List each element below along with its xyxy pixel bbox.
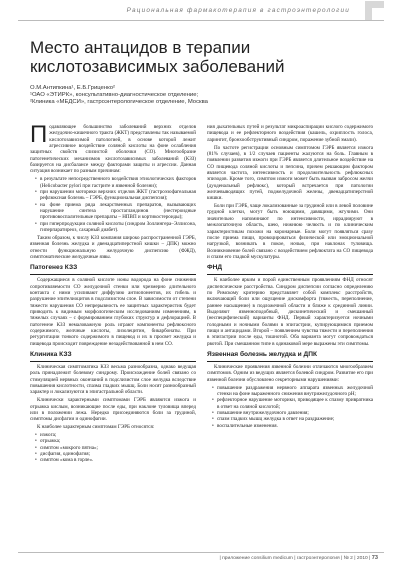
paragraph: Боли при ГЭРБ, чаще локализованные за грудиной или в левой половине грудной клетки, могут быть ноющими, давящими, жгучими. Они значительно напоминают по интенсивности, иррадиируют в межлопаточную область, шею, нижнюю челюсть и по клиническим характеристикам похожи на коронарные. Боли могут появляться сразу после приема пищи, провоцироваться физической или эмоциональной нагрузкой, возникать в покое, ночью, при наклонах туловища. Возникновение болей связано с воздействием рефлюктата на СО пищевода и спазм его гладкой мускулатуры. [207, 203, 373, 260]
footer-publication: | приложение consilium medicum | гастроэнтерология | № 2 | 2010 | [219, 556, 371, 561]
paragraph: Клиническая симптоматика КЗЗ весьма разнообразна, однако ведущая роль принадлежит болевому синдрому. Происхождение болей связано со стимуляцией нервных окончаний в подслизистом слое желудка вследствие повышения кислотности, спазма гладких мышц. Боли носят разнообразный характер и локализуются в эпигастральной области. [30, 364, 196, 396]
causes-list [30, 176, 196, 233]
list-item: • симптом «кома в горле». [35, 457, 196, 463]
list-item: • при нарушении моторики верхних отделов ЖКТ (гастроэзофагеальная рефлюксная болезнь – ГЭРБ, функциональная диспепсия); [35, 189, 196, 202]
list-item: • на фоне приема ряда лекарственных препаратов, вызывающих нарушение синтеза простагландинов (нестероидные противовоспалительные препараты – НПВП и кортикостероиды); [35, 202, 196, 221]
corner-decoration [365, 1, 384, 20]
journal-section-title: Рациональная фармакотерапия в гастроэнтерологии [126, 7, 350, 14]
article-title: Место антацидов в терапии кислотозависимых заболеваний [30, 38, 285, 76]
list-item: • отрыжка; [35, 438, 196, 444]
list-item: • воспалительные изменения. [212, 423, 373, 429]
section-divider [30, 274, 196, 275]
running-footer [18, 552, 384, 563]
paragraph: Клинические проявления язвенной болезни отличаются многообразием симптомов. Одним из ведущих является болевой синдром. Развитие его при язвенной болезни обусловлено секреторными нарушениями: [207, 364, 373, 383]
list-item: • дисфагия, одинофагия; [35, 451, 196, 457]
section-heading: Клиника КЗЗ [30, 351, 72, 358]
section-divider [30, 361, 196, 362]
section-divider [207, 274, 373, 275]
affiliation-1: ¹ОАО «ЭТИРК», консультативно-диагностическое отделение; [30, 92, 199, 99]
symptoms-list [30, 432, 196, 464]
paragraph: Содержащиеся в соляной кислоте ионы водорода на фоне снижения сопротивляемости СО желудочной стенки или чрезмерно длительного контакта с ними усиливают диффузию антиопонентов, их гибель и разрушение эпителиоцитов в подслизистом слое. В зависимости от степени тяжести нарушения СО непрерывность ее защитных характеристик будет приводить к видимым морфологическим исследованиям изменениям, в тяжелых случаях – с формированием глубоких структур и дефлорацией. В патогенезе КЗЗ немаловажную роль играют компоненты рефлюксного содержимого, желчные кислоты, лизолецитин, бикарбонаты. При регургитации тонкого содержимого в пищевод и их в просвет желудка и пищевода происходит повреждение незадействованной в нем СО. [30, 277, 196, 347]
drop-cap: П [30, 121, 48, 148]
authors-block [30, 85, 360, 107]
list-item: • повышение раздражения нервного аппарата язвенных желудочной стенки на фоне выраженного снижения внутрижелудочного pH; [212, 385, 373, 398]
list-item: • рефлекторное нарушение моторики, приводящее к спазму привратника в ответ на соляной кислотой; [212, 397, 373, 410]
left-column [30, 121, 196, 465]
affiliation-2: ²Клиника «МЕДСИ», гастроэнтерологическое отделение, Москва [30, 99, 208, 106]
intro-paragraph [30, 121, 196, 175]
section-heading: Язвенная болезнь желудка и ДПК [207, 351, 318, 358]
right-column [207, 124, 373, 430]
list-item: • симптом «мокрого пятна»; [35, 445, 196, 451]
paragraph: Клинически характерными симптомами ГЭРБ являются изжога и отрыжка кислым, возникающие после еды, при наклоне туловища вперед или в положении лежа. Нередко присоединяются боли за грудиной, симптомы дисфагии и одинофагии. [30, 397, 196, 423]
paragraph: К наиболее ярким и порой единственным проявлениям ФНД относят диспепсические расстройства. Синдром диспепсии согласно определению по Римскому критерию представляет собой комплекс расстройств, включающий боли или ощущение дискомфорта (тяжесть, переполнение, раннее насыщение) в подложечной области и ближе к срединной линии. Выделяют язвенноподобный, дискинетический и смешанный (неспецифический) варианты ФНД. Первый характеризуется ночными голодными и ночными болями в эпигастрии, купирующимися приемом пищи и антацидами. Второй – появлением чувства тяжести и переполнения в эпигастрии после еды, тошнотой. Оба варианта могут сопровождаться рвотой. При смешанном типе в одинаковой мере выражены эти симптомы. [207, 277, 373, 347]
list-item: • повышение внутрижелудочного давления; [212, 410, 373, 416]
author-names: О.М.Антипкина¹, Е.Б.Гриценко² [30, 85, 115, 91]
list-item: • в результате непосредственного воздействия этиологических факторов (Helicobacter pylori при гастрите и язвенной болезни); [35, 176, 196, 189]
list-item: • изжога; [35, 432, 196, 438]
paragraph: ния дыхательных путей и результат микроаспирации кислого содержимого пищевода и ее рефлекторного воздействия (кашель, охриплость голоса, ларингит, бронхообструктивный синдром, поражение зубной эмали). [207, 124, 373, 143]
section-heading: Патогенез КЗЗ [30, 264, 78, 272]
footer-info [219, 555, 378, 561]
pain-mechanisms-list [207, 385, 373, 429]
paragraph: К наиболее характерным симптомам ГЭРБ относятся: [37, 424, 155, 431]
section-heading: ФНД [207, 264, 223, 272]
paragraph: Таким образом, к числу КЗЗ компания широко распространенной ГЭРБ, язвенная болезнь желудка и двенадцатиперстной кишки – ДПК) можно отнести функциональную желудочную диспепсию (ФЖД), симптоматические желудочные язвы. [30, 234, 196, 260]
section-divider [207, 361, 373, 362]
intro-text: одавляющее большинство заболеваний верхних отделов желудочно-кишечного тракта (ЖКТ) представлены так называемой кислотозависимой патологией, в основе которой лежит агрессивное воздействие соляной кислоты на фоне ослабления защитных свойств слизистой оболочки (СО). Многообразие патогенетических механизмов кислотозависимых заболеваний (КЗЗ) базируется на дисбалансе между факторами защиты и агрессии. Данная ситуация возникает по разным причинам: [30, 124, 196, 175]
page-number: 73 [371, 555, 378, 561]
list-item: • спазм гладких мышц желудка в ответ на раздражение; [212, 416, 373, 422]
paragraph: По частоте регистрации основным симптомом ГЭРБ является изжога (81% случаев), в 1/2 случаев пациенты жалуются на боль. Главным в появлении развития изжоги при ГЭРБ является длительное воздействие на СО пищевода соляной кислоты и пепсина, причем решающим фактором является частота, интенсивность и продолжительность рефлюксных эпизодов. Кроме того, симптом изжоги может быть вызван забросом желчи (дуоденальный рефлюкс), который встречается при патологии желчевыводящих путей, поджелудочной железы, двенадцатиперстной кишки. [207, 144, 373, 202]
running-header [18, 6, 384, 21]
list-item: • при гиперпродукции соляной кислоты (синдром Золлингера–Эллисона, гиперпаратиреоз, сахарный диабет). [35, 221, 196, 234]
